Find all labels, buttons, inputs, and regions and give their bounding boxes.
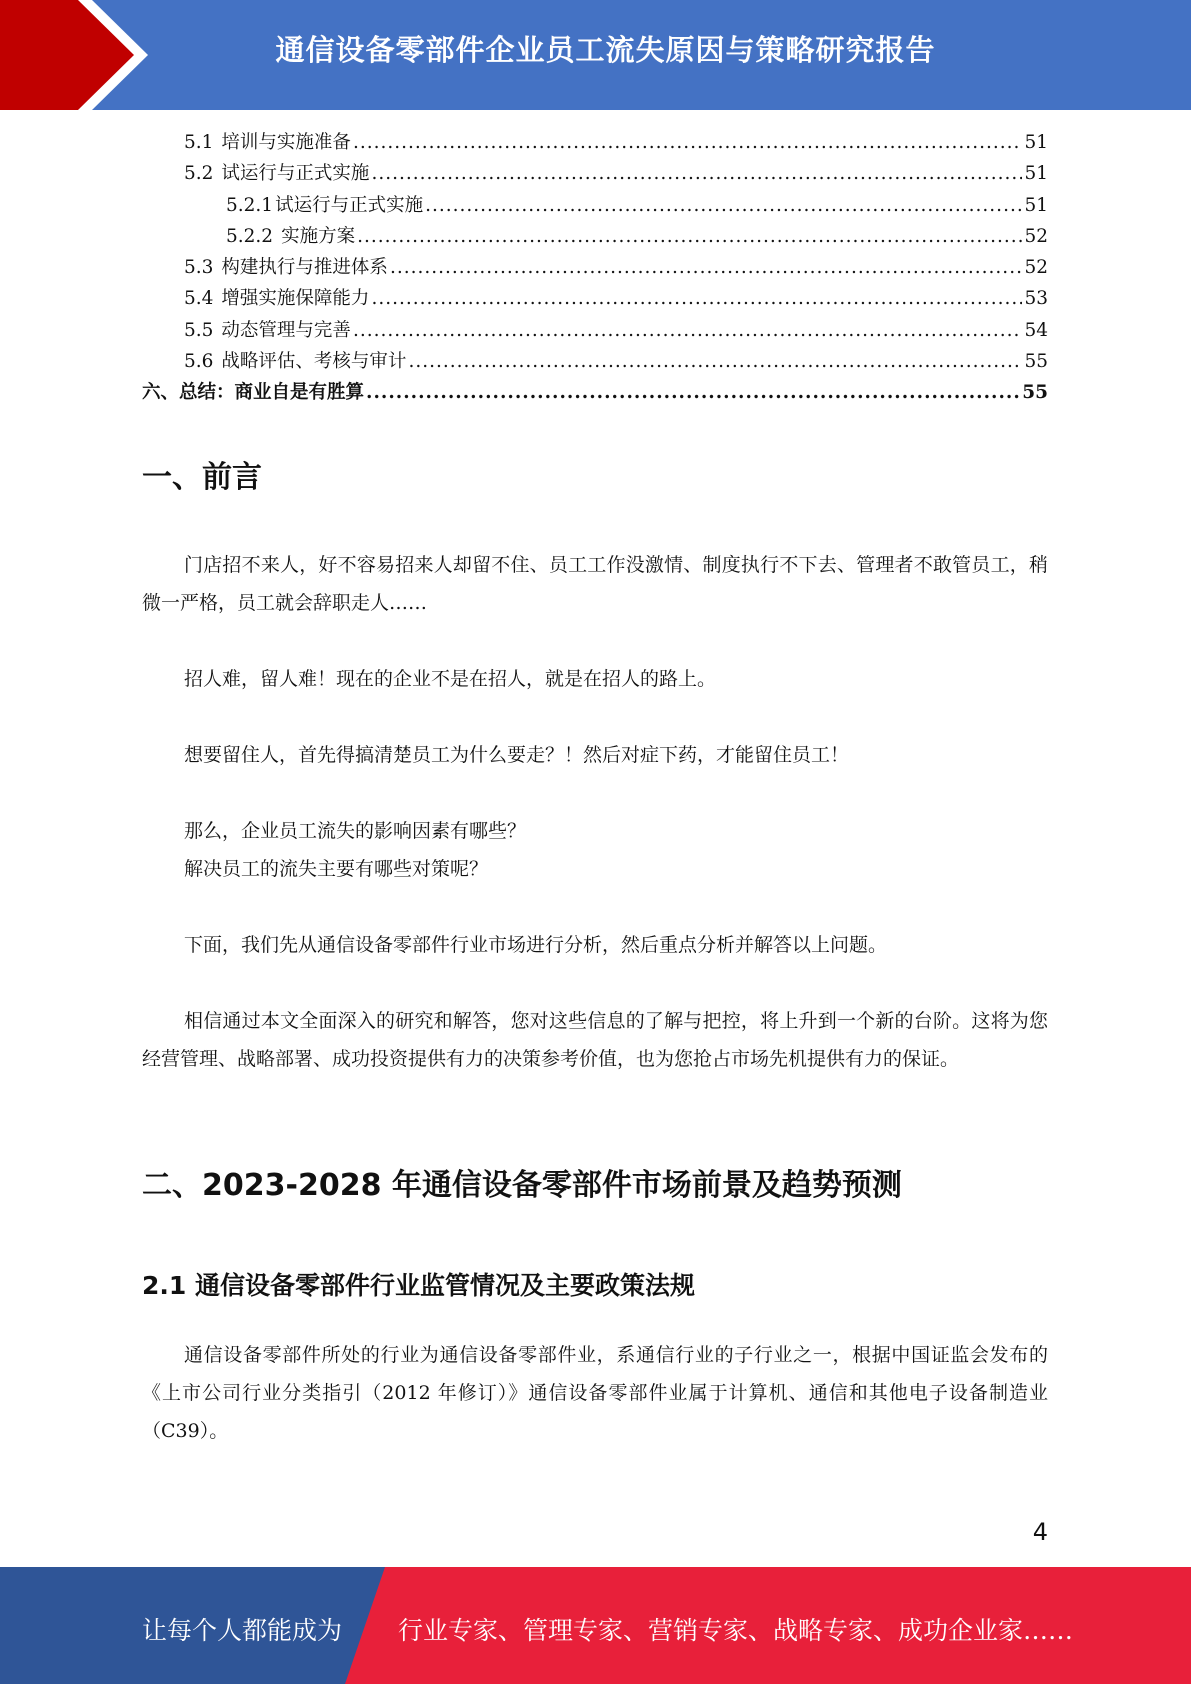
paragraph: 门店招不来人，好不容易招来人却留不住、员工工作没激情、制度执行不下去、管理者不敢管员工，稍微一严格，员工就会辞职走人…… bbox=[142, 554, 1048, 614]
toc-leader-dots bbox=[408, 351, 1022, 372]
paragraph: 招人难，留人难！现在的企业不是在招人，就是在招人的路上。 bbox=[184, 668, 717, 690]
toc-entry-number: 5.2 bbox=[184, 163, 214, 185]
report-title: 通信设备零部件企业员工流失原因与策略研究报告 bbox=[275, 33, 936, 67]
toc-entry-number: 5.4 bbox=[184, 288, 214, 310]
toc-entry-label: 动态管理与完善 bbox=[221, 319, 351, 341]
toc-entry-label: 培训与实施准备 bbox=[221, 132, 351, 153]
toc-entry-page: 53 bbox=[1024, 288, 1048, 310]
toc-entry[interactable] bbox=[142, 253, 1048, 284]
paragraph: 下面，我们先从通信设备零部件行业市场进行分析，然后重点分析并解答以上问题。 bbox=[184, 934, 888, 956]
toc-entry-label: 试运行与正式实施 bbox=[221, 163, 370, 185]
toc-entry-label: 六、总结：商业自是有胜算 bbox=[142, 382, 365, 404]
paragraph: 通信设备零部件所处的行业为通信设备零部件业，系通信行业的子行业之一，根据中国证监会发布的《上市公司行业分类指引（2012 年修订）》通信设备零部件业属于计算机、通信和其他电子设备制造业（C39）。 bbox=[142, 1344, 1048, 1442]
toc-leader-dots bbox=[353, 132, 1023, 153]
toc-leader-dots bbox=[425, 195, 1022, 216]
toc-leader-dots bbox=[357, 226, 1022, 247]
toc-entry-page: 54 bbox=[1024, 319, 1048, 341]
toc-leader-dots bbox=[371, 163, 1022, 184]
toc-entry-page: 52 bbox=[1024, 225, 1048, 247]
toc-entry-page: 51 bbox=[1024, 132, 1048, 153]
toc-entry-page: 55 bbox=[1022, 382, 1048, 404]
toc-entry-page: 52 bbox=[1024, 257, 1048, 279]
paragraph: 解决员工的流失主要有哪些对策呢？ bbox=[184, 858, 489, 880]
paragraph: 那么，企业员工流失的影响因素有哪些？ bbox=[184, 820, 527, 842]
table-of-contents bbox=[142, 128, 1048, 410]
toc-leader-dots bbox=[371, 288, 1022, 309]
section-heading: 一、前言 bbox=[142, 460, 262, 495]
toc-entry[interactable] bbox=[142, 284, 1048, 315]
toc-entry-number: 5.2.2 bbox=[226, 225, 274, 247]
toc-entry-page: 55 bbox=[1024, 351, 1048, 373]
toc-entry-number: 5.3 bbox=[184, 257, 214, 279]
section-heading: 二、2023-2028 年通信设备零部件市场前景及趋势预测 bbox=[142, 1168, 902, 1203]
paragraph: 相信通过本文全面深入的研究和解答，您对这些信息的了解与把控，将上升到一个新的台阶。这将为您经营管理、战略部署、成功投资提供有力的决策参考价值，也为您抢占市场先机提供有力的保证。 bbox=[142, 1010, 1048, 1070]
toc-entry[interactable] bbox=[142, 347, 1048, 378]
toc-entry-label: 实施方案 bbox=[281, 225, 356, 247]
toc-entry-page: 51 bbox=[1024, 194, 1048, 216]
paragraph: 想要留住人，首先得搞清楚员工为什么要走？！然后对症下药，才能留住员工！ bbox=[184, 744, 850, 766]
toc-entry-page: 51 bbox=[1024, 163, 1048, 185]
toc-entry-number: 5.5 bbox=[184, 319, 214, 341]
toc-entry-label: 战略评估、考核与审计 bbox=[221, 351, 407, 373]
toc-entry-number: 5.6 bbox=[184, 351, 214, 373]
toc-entry[interactable] bbox=[142, 316, 1048, 347]
toc-leader-dots bbox=[366, 382, 1020, 403]
page-number: 4 bbox=[1032, 1518, 1048, 1546]
footer-slogan-left: 让每个人都能成为 bbox=[142, 1616, 343, 1645]
footer-slogan-right: 行业专家、管理专家、营销专家、战略专家、成功企业家…… bbox=[398, 1616, 1074, 1645]
toc-entry-label: 构建执行与推进体系 bbox=[221, 257, 388, 279]
toc-entry[interactable] bbox=[142, 378, 1048, 409]
toc-entry[interactable] bbox=[142, 191, 1048, 222]
toc-entry[interactable] bbox=[142, 159, 1048, 190]
toc-entry[interactable] bbox=[142, 222, 1048, 253]
page-header bbox=[0, 0, 1191, 110]
toc-entry[interactable] bbox=[142, 128, 1048, 159]
toc-entry-number: 5.1 bbox=[184, 132, 214, 153]
toc-entry-label: 增强实施保障能力 bbox=[221, 288, 370, 310]
page-footer bbox=[0, 1567, 1191, 1684]
toc-entry-label: 试运行与正式实施 bbox=[275, 194, 424, 216]
toc-leader-dots bbox=[353, 320, 1023, 341]
toc-leader-dots bbox=[390, 257, 1023, 278]
toc-entry-number: 5.2.1 bbox=[226, 194, 274, 216]
subsection-heading: 2.1 通信设备零部件行业监管情况及主要政策法规 bbox=[142, 1271, 695, 1300]
